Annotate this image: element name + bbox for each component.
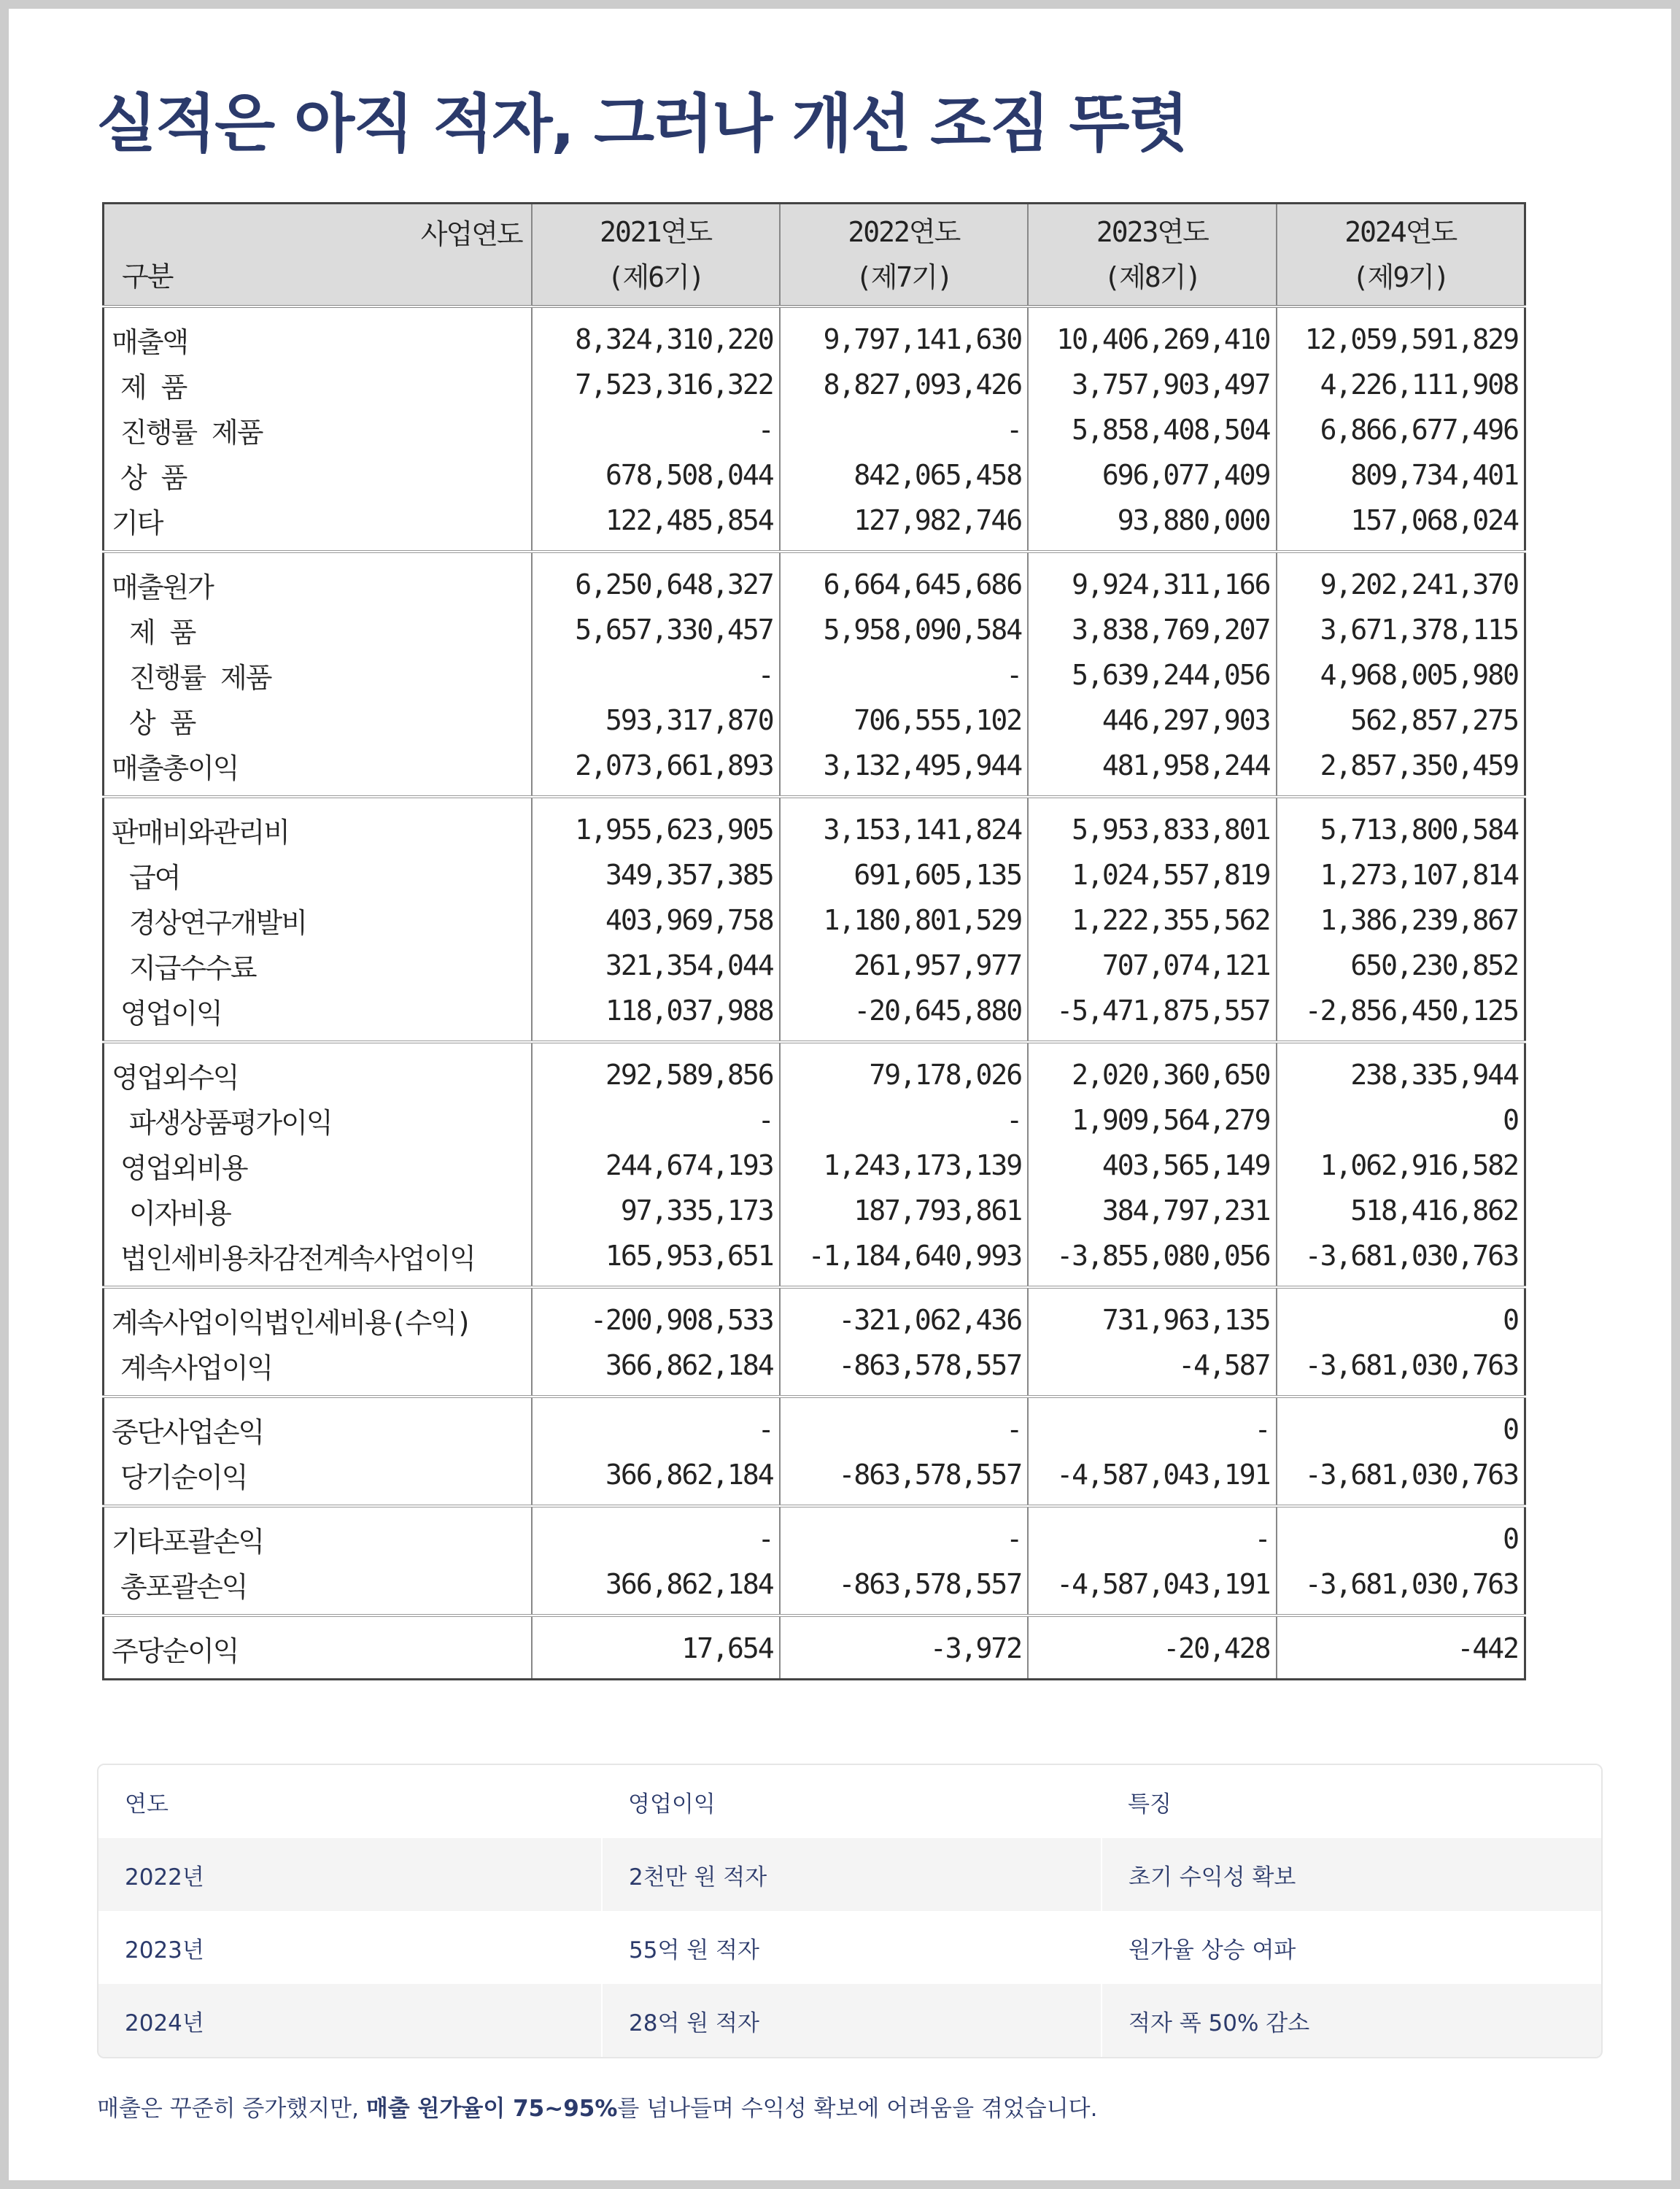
summary-row xyxy=(98,1838,1601,1911)
value-cell: 127,982,746 xyxy=(780,498,1028,552)
row-label: 지급수수료 xyxy=(129,951,256,984)
value-cell: -321,062,436 xyxy=(780,1287,1028,1343)
value-cell: 481,958,244 xyxy=(1028,743,1276,797)
table-row xyxy=(104,1397,1525,1452)
value-cell: 366,862,184 xyxy=(532,1561,780,1615)
row-label: 매출총이익 xyxy=(104,743,532,797)
table-row xyxy=(104,1287,1525,1343)
value-cell: 842,065,458 xyxy=(780,452,1028,498)
column-header-2021 xyxy=(532,204,780,307)
value-cell: 650,230,852 xyxy=(1277,943,1525,988)
value-cell: 1,243,173,139 xyxy=(780,1143,1028,1188)
value-cell: 366,862,184 xyxy=(532,1343,780,1397)
value-cell: - xyxy=(780,1097,1028,1143)
value-cell: -2,856,450,125 xyxy=(1277,988,1525,1042)
footnote-text: 매출은 꾸준히 증가했지만, xyxy=(97,2096,366,2122)
summary-cell-feature: 적자 폭 50% 감소 xyxy=(1102,1984,1601,2057)
row-label: 진행률 제품 xyxy=(129,661,271,694)
table-row xyxy=(104,743,1525,797)
value-cell: 157,068,024 xyxy=(1277,498,1525,552)
table-row xyxy=(104,943,1525,988)
value-cell: 707,074,121 xyxy=(1028,943,1276,988)
value-cell: 10,406,269,410 xyxy=(1028,306,1276,362)
value-cell: 3,671,378,115 xyxy=(1277,607,1525,652)
row-label: 상 품 xyxy=(120,461,187,494)
value-cell: - xyxy=(1028,1506,1276,1561)
corner-header-cell xyxy=(104,204,532,307)
value-cell: -3,855,080,056 xyxy=(1028,1233,1276,1287)
row-label: 계속사업이익 xyxy=(104,1343,532,1397)
value-cell: -863,578,557 xyxy=(780,1343,1028,1397)
value-cell: -863,578,557 xyxy=(780,1561,1028,1615)
value-cell: -4,587,043,191 xyxy=(1028,1561,1276,1615)
corner-category-label: 구분 xyxy=(122,260,173,293)
value-cell: 12,059,591,829 xyxy=(1277,306,1525,362)
value-cell: 118,037,988 xyxy=(532,988,780,1042)
value-cell: 0 xyxy=(1277,1097,1525,1143)
row-label: 기타포괄손익 xyxy=(112,1525,264,1558)
value-cell: 9,797,141,630 xyxy=(780,306,1028,362)
summary-row xyxy=(98,1984,1601,2057)
table-row xyxy=(104,698,1525,743)
value-cell: 5,858,408,504 xyxy=(1028,407,1276,452)
value-cell: - xyxy=(532,1506,780,1561)
value-cell: 562,857,275 xyxy=(1277,698,1525,743)
table-row xyxy=(104,306,1525,362)
row-label: 매출원가 xyxy=(112,571,213,603)
value-cell: 1,222,355,562 xyxy=(1028,897,1276,943)
value-cell: 122,485,854 xyxy=(532,498,780,552)
value-cell: - xyxy=(532,652,780,698)
operating-profit-summary xyxy=(97,1764,1603,2058)
income-statement-table xyxy=(102,202,1526,1680)
value-cell: 691,605,135 xyxy=(780,852,1028,897)
value-cell: 6,866,677,496 xyxy=(1277,407,1525,452)
row-label: 판매비와관리비 xyxy=(112,816,289,849)
table-row xyxy=(104,1097,1525,1143)
row-label: 급여 xyxy=(129,861,180,894)
value-cell: - xyxy=(780,652,1028,698)
value-cell: 696,077,409 xyxy=(1028,452,1276,498)
value-cell: 7,523,316,322 xyxy=(532,362,780,407)
value-cell: 5,639,244,056 xyxy=(1028,652,1276,698)
row-label: 파생상품평가이익 xyxy=(129,1106,332,1139)
value-cell: 0 xyxy=(1277,1287,1525,1343)
value-cell: 292,589,856 xyxy=(532,1042,780,1097)
value-cell: 9,202,241,370 xyxy=(1277,552,1525,607)
value-cell: 3,838,769,207 xyxy=(1028,607,1276,652)
value-cell: -20,428 xyxy=(1028,1615,1276,1680)
value-cell: 3,132,495,944 xyxy=(780,743,1028,797)
value-cell: 261,957,977 xyxy=(780,943,1028,988)
summary-header-year: 연도 xyxy=(98,1765,602,1838)
row-label: 중단사업손익 xyxy=(112,1416,264,1448)
value-cell: - xyxy=(780,407,1028,452)
table-header-row xyxy=(104,204,1525,307)
value-cell: -3,972 xyxy=(780,1615,1028,1680)
table-row xyxy=(104,1615,1525,1680)
table-row xyxy=(104,552,1525,607)
value-cell: -3,681,030,763 xyxy=(1277,1561,1525,1615)
table-row xyxy=(104,1343,1525,1397)
summary-cell-year: 2022년 xyxy=(98,1838,602,1911)
value-cell: 1,909,564,279 xyxy=(1028,1097,1276,1143)
summary-cell-feature: 원가율 상승 여파 xyxy=(1102,1911,1601,1984)
column-period: (제6기) xyxy=(607,261,704,293)
column-year: 2024연도 xyxy=(1344,216,1457,248)
column-header-2023 xyxy=(1028,204,1276,307)
summary-cell-operating-profit: 28억 원 적자 xyxy=(602,1984,1102,2057)
value-cell: 97,335,173 xyxy=(532,1188,780,1233)
value-cell: - xyxy=(780,1506,1028,1561)
table-row xyxy=(104,852,1525,897)
column-year: 2022연도 xyxy=(848,216,960,248)
value-cell: -200,908,533 xyxy=(532,1287,780,1343)
value-cell: 321,354,044 xyxy=(532,943,780,988)
summary-cell-feature: 초기 수익성 확보 xyxy=(1102,1838,1601,1911)
column-header-2022 xyxy=(780,204,1028,307)
corner-fiscal-year-label: 사업연도 xyxy=(420,218,522,250)
summary-cell-operating-profit: 2천만 원 적자 xyxy=(602,1838,1102,1911)
value-cell: 1,062,916,582 xyxy=(1277,1143,1525,1188)
value-cell: 1,386,239,867 xyxy=(1277,897,1525,943)
row-label: 주당순이익 xyxy=(112,1634,239,1667)
row-label: 법인세비용차감전계속사업이익 xyxy=(104,1233,532,1287)
row-label: 진행률 제품 xyxy=(120,416,263,449)
value-cell: 244,674,193 xyxy=(532,1143,780,1188)
value-cell: 2,020,360,650 xyxy=(1028,1042,1276,1097)
table-row xyxy=(104,362,1525,407)
column-year: 2021연도 xyxy=(600,216,712,248)
row-label: 이자비용 xyxy=(129,1197,231,1229)
value-cell: 4,968,005,980 xyxy=(1277,652,1525,698)
table-row xyxy=(104,897,1525,943)
table-row xyxy=(104,797,1525,852)
table-row xyxy=(104,407,1525,452)
value-cell: -3,681,030,763 xyxy=(1277,1343,1525,1397)
value-cell: -20,645,880 xyxy=(780,988,1028,1042)
table-row xyxy=(104,1143,1525,1188)
value-cell: 3,757,903,497 xyxy=(1028,362,1276,407)
value-cell: 809,734,401 xyxy=(1277,452,1525,498)
value-cell: - xyxy=(780,1397,1028,1452)
value-cell: 5,713,800,584 xyxy=(1277,797,1525,852)
row-label: 매출액 xyxy=(112,325,188,358)
value-cell: 8,827,093,426 xyxy=(780,362,1028,407)
value-cell: -1,184,640,993 xyxy=(780,1233,1028,1287)
row-label: 상 품 xyxy=(129,706,196,739)
row-label: 제 품 xyxy=(129,616,196,649)
value-cell: 6,664,645,686 xyxy=(780,552,1028,607)
value-cell: 593,317,870 xyxy=(532,698,780,743)
income-statement-body xyxy=(104,306,1525,1680)
value-cell: 5,657,330,457 xyxy=(532,607,780,652)
table-row xyxy=(104,1233,1525,1287)
column-period: (제8기) xyxy=(1104,261,1201,293)
column-period: (제9기) xyxy=(1352,261,1449,293)
table-row xyxy=(104,498,1525,552)
row-label: 기타 xyxy=(104,498,532,552)
value-cell: 93,880,000 xyxy=(1028,498,1276,552)
row-label: 총포괄손익 xyxy=(104,1561,532,1615)
value-cell: 5,953,833,801 xyxy=(1028,797,1276,852)
value-cell: 2,073,661,893 xyxy=(532,743,780,797)
value-cell: 0 xyxy=(1277,1397,1525,1452)
value-cell: 706,555,102 xyxy=(780,698,1028,743)
value-cell: -4,587 xyxy=(1028,1343,1276,1397)
table-row xyxy=(104,652,1525,698)
value-cell: 17,654 xyxy=(532,1615,780,1680)
value-cell: 165,953,651 xyxy=(532,1233,780,1287)
row-label: 영업이익 xyxy=(104,988,532,1042)
column-period: (제7기) xyxy=(855,261,952,293)
summary-cell-year: 2023년 xyxy=(125,1937,204,1964)
value-cell: 403,969,758 xyxy=(532,897,780,943)
value-cell: - xyxy=(1028,1397,1276,1452)
column-year: 2023연도 xyxy=(1096,216,1208,248)
value-cell: 4,226,111,908 xyxy=(1277,362,1525,407)
row-label: 경상연구개발비 xyxy=(129,906,306,939)
value-cell: 0 xyxy=(1277,1506,1525,1561)
value-cell: -442 xyxy=(1277,1615,1525,1680)
value-cell: 1,180,801,529 xyxy=(780,897,1028,943)
row-label: 계속사업이익법인세비용(수익) xyxy=(112,1306,471,1339)
value-cell: 1,955,623,905 xyxy=(532,797,780,852)
page-title: 실적은 아직 적자, 그러나 개선 조짐 뚜렷 xyxy=(96,88,1188,161)
value-cell: 384,797,231 xyxy=(1028,1188,1276,1233)
table-row xyxy=(104,1042,1525,1097)
column-header-2024 xyxy=(1277,204,1525,307)
value-cell: 1,273,107,814 xyxy=(1277,852,1525,897)
value-cell: 366,862,184 xyxy=(532,1452,780,1506)
table-row xyxy=(104,1188,1525,1233)
value-cell: 731,963,135 xyxy=(1028,1287,1276,1343)
row-label: 영업외비용 xyxy=(120,1151,247,1184)
value-cell: 1,024,557,819 xyxy=(1028,852,1276,897)
value-cell: 518,416,862 xyxy=(1277,1188,1525,1233)
summary-row xyxy=(98,1911,1601,1984)
value-cell: 8,324,310,220 xyxy=(532,306,780,362)
value-cell: -3,681,030,763 xyxy=(1277,1452,1525,1506)
value-cell: 6,250,648,327 xyxy=(532,552,780,607)
value-cell: - xyxy=(532,407,780,452)
row-label: 영업외수익 xyxy=(112,1061,239,1094)
table-row xyxy=(104,988,1525,1042)
value-cell: 9,924,311,166 xyxy=(1028,552,1276,607)
value-cell: - xyxy=(532,1397,780,1452)
value-cell: 349,357,385 xyxy=(532,852,780,897)
summary-header-feature: 특징 xyxy=(1102,1765,1601,1838)
value-cell: 2,857,350,459 xyxy=(1277,743,1525,797)
value-cell: - xyxy=(532,1097,780,1143)
footnote-highlight: 매출 원가율이 75~95% xyxy=(365,2096,618,2122)
table-row xyxy=(104,1506,1525,1561)
table-row xyxy=(104,1561,1525,1615)
footnote xyxy=(97,2090,1097,2123)
value-cell: 79,178,026 xyxy=(780,1042,1028,1097)
value-cell: 187,793,861 xyxy=(780,1188,1028,1233)
value-cell: 678,508,044 xyxy=(532,452,780,498)
value-cell: 3,153,141,824 xyxy=(780,797,1028,852)
value-cell: 446,297,903 xyxy=(1028,698,1276,743)
footnote-text-end: 를 넘나들며 수익성 확보에 어려움을 겪었습니다. xyxy=(617,2096,1098,2122)
value-cell: -4,587,043,191 xyxy=(1028,1452,1276,1506)
summary-header-operating-profit: 영업이익 xyxy=(602,1765,1102,1838)
table-row xyxy=(104,607,1525,652)
row-label: 당기순이익 xyxy=(104,1452,532,1506)
value-cell: 403,565,149 xyxy=(1028,1143,1276,1188)
value-cell: -5,471,875,557 xyxy=(1028,988,1276,1042)
page-panel xyxy=(9,9,1671,2180)
summary-cell-operating-profit: 55억 원 적자 xyxy=(602,1911,1102,1984)
value-cell: -863,578,557 xyxy=(780,1452,1028,1506)
summary-cell-year: 2024년 xyxy=(98,1984,602,2057)
value-cell: -3,681,030,763 xyxy=(1277,1233,1525,1287)
table-row xyxy=(104,1452,1525,1506)
value-cell: 5,958,090,584 xyxy=(780,607,1028,652)
row-label: 제 품 xyxy=(120,371,187,404)
summary-header-row xyxy=(98,1765,1601,1838)
value-cell: 238,335,944 xyxy=(1277,1042,1525,1097)
table-row xyxy=(104,452,1525,498)
